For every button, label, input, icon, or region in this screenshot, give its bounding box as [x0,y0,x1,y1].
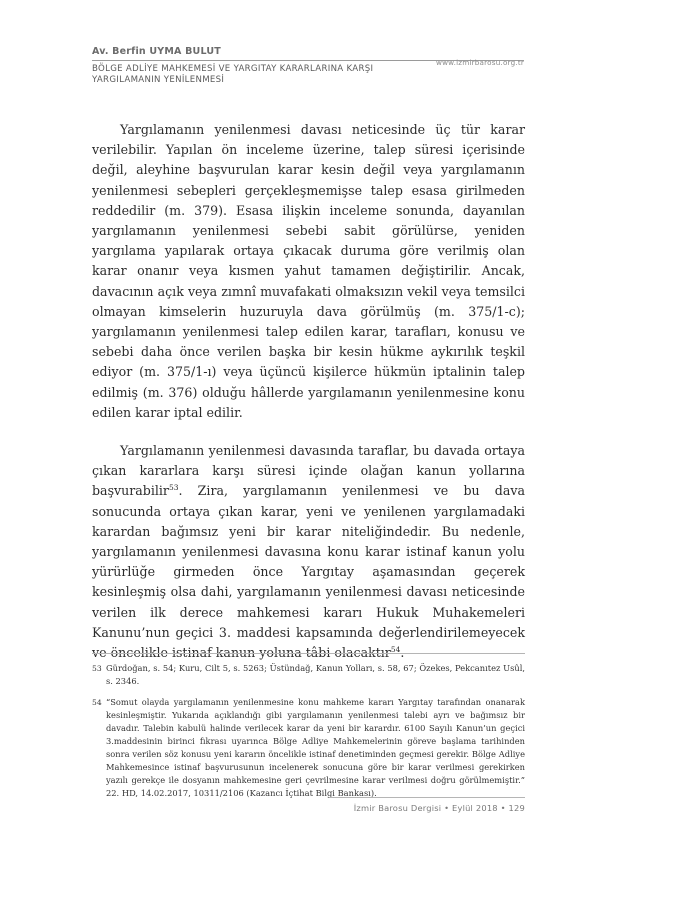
footnote-54 [92,696,525,800]
footnote-number: 53 [92,664,102,673]
paragraph-1: Yargılamanın yenilenmesi davası neticesinde üç tür karar verilebilir. Yapılan ön inceleme üzerine, talep süresi içerisinde değil, aleyhine başvurulan karar kesin değil veya yargılamanın yenilenmesi sebepleri gerçekleşmemişse talep esasa girilmeden reddedilir (m. 379). Esasa ilişkin inceleme sonunda, dayanılan yargılamanın yenilenmesi sebebi sabit görülürse, yeniden yargılama yapılarak ortaya çıkacak duruma göre verilmiş olan karar onanır veya kısmen yahut tamamen değiştirilir. Ancak, davacının açık veya zımnî muvafakati olmaksızın vekil veya temsilci olmayan kimselerin huzuruyla dava görülmüş (m. 375/1-c); yargılamanın yenilenmesi talep edilen karar, tarafları, konusu ve sebebi daha önce verilen başka bir kesin hükme aykırılık teşkil ediyor (m. 375/1-ı) veya üçüncü kişilerce hükmün iptalinin talep edilmiş (m. 376) olduğu hâllerde yargılamanın yenilenmesine konu edilen karar iptal edilir. [92,122,525,420]
author-name: Av. Berfin UYMA BULUT [92,46,221,57]
footnote-text: “Somut olayda yargılamanın yenilenmesine konu mahkeme kararı Yargıtay tarafından onanarak kesinleşmiştir. Yukarıda açıklandığı gibi yargılamanın yenilenmesi talebi ayrı ve bağımsız bir davadır. Talebin kabulü halinde verilecek karar da yeni bir karardır. 6100 Sayılı Kanun’un geçici 3.maddesinin birinci fıkrası uyarınca Bölge Adliye Mahkemelerinin göreve başlama tarihinden sonra verilen söz konusu yeni kararın öncelikle istinaf denetiminden geçmesi gerekir. Bölge Adliye Mahkemesince istinaf başvurusunun incelenerek sonucuna göre bir karar verilmesi gerekirken yazılı gerekçe ile dosyanın mahkemesine geri çevrilmesine karar verilmesi doğru görülmemiştir.” 22. HD, 14.02.2017, 10311/2106 (Kazancı İçtihat Bilgi Bankası). [106,697,525,798]
footer-rule [330,797,525,798]
footnote-number: 54 [92,698,102,707]
page-header [92,46,524,86]
footnote-text: Gürdoğan, s. 54; Kuru, Cilt 5, s. 5263; Üstündağ, Kanun Yolları, s. 58, 67; Özekes, Pekcanıtez Usûl, s. 2346. [106,663,525,686]
main-text [92,120,525,663]
footnote-ref-53[interactable]: 53 [168,483,179,493]
paragraph-2-text-b: . Zira, yargılamanın yenilenmesi ve bu dava sonucunda ortaya çıkan karar, yeni ve yenilenen yargılamadaki karardan bağımsız yeni bir karar niteliğindedir. Bu nedenle, yargılamanın yenilenmesi davasına konu karar istinaf kanun yolu yürürlüğe girmeden önce Yargıtay aşamasından geçerek kesinleşmiş olsa dahi, yargılamanın yenilenmesi davası neticesinde verilen ilk derece mahkemesi kararı Hukuk Muhakemeleri Kanunu’nun geçici 3. maddesi kapsamında değerlendirilemeyecek ve öncelikle istinaf kanun yoluna tâbi olacaktır [92,483,525,661]
website-link[interactable]: www.izmirbarosu.org.tr [436,58,524,67]
footnote-rule [92,653,525,654]
paragraph-2 [92,441,525,663]
paragraph-2-text-a: Yargılamanın yenilenmesi davasında taraflar, bu davada ortaya çıkan kararlara karşı süresi içinde olağan kanun yollarına başvurabilir [92,443,525,499]
footnote-53 [92,662,525,688]
paragraph-2-text-c: . [400,645,405,661]
footnotes [92,662,525,808]
footnote-ref-54[interactable]: 54 [390,644,401,654]
running-title: BÖLGE ADLİYE MAHKEMESİ VE YARGITAY KARARLARINA KARŞI YARGILAMANIN YENİLENMESİ [92,64,374,85]
page-footer: İzmir Barosu Dergisi • Eylül 2018 • 129 [353,803,525,813]
